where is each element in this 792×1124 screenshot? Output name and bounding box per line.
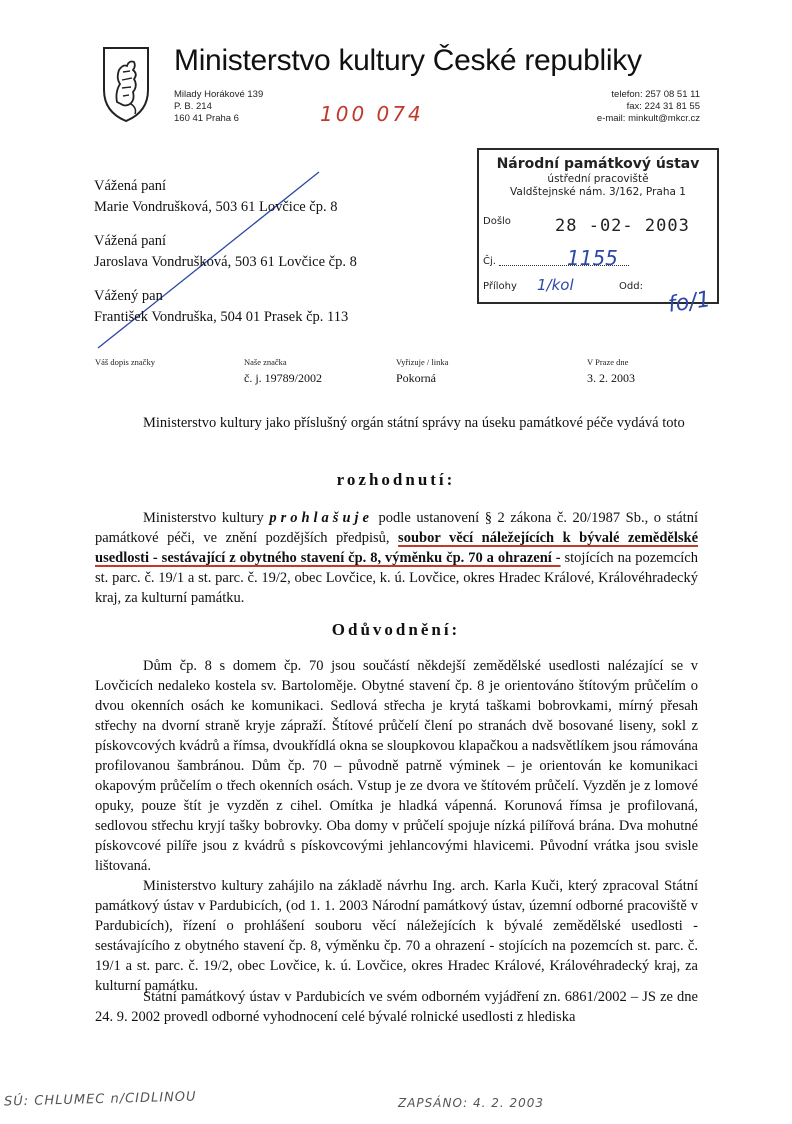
recipient-address: Jaroslava Vondrušková, 503 61 Lovčice čp. 8 bbox=[94, 254, 357, 270]
ministry-title: Ministerstvo kultury České republiky bbox=[174, 44, 642, 77]
recipient-address: Marie Vondrušková, 503 61 Lovčice čp. 8 bbox=[94, 199, 338, 215]
stamp-received-date: 28 -02- 2003 bbox=[555, 216, 690, 236]
stamp-attachments-value: 1/kol bbox=[537, 276, 574, 294]
decision-text: stojících na pozemcích st. parc. č. 19/1 a st. parc. č. 19/2, obec Lovčice, k. ú. Lovčice, okres Hradec Králové, Královéhradecký kraj, za kulturní památku. bbox=[95, 550, 698, 606]
decision-paragraph bbox=[95, 508, 698, 608]
state-emblem-logo bbox=[101, 44, 151, 124]
recipient-1 bbox=[94, 176, 338, 218]
recipient-2 bbox=[94, 231, 357, 273]
reference-handled-by bbox=[396, 357, 448, 386]
contact-fax: fax: 224 31 81 55 bbox=[626, 101, 700, 112]
reference-label: Váš dopis značky bbox=[95, 357, 155, 367]
stamp-number-label: Čj. bbox=[483, 256, 496, 267]
handwritten-registry-number: 100 074 bbox=[320, 102, 424, 126]
recipient-salutation: Vážený pan bbox=[94, 288, 163, 304]
address-line: Milady Horákové 139 bbox=[174, 89, 264, 100]
ministry-address bbox=[174, 89, 263, 125]
reference-value: 3. 2. 2003 bbox=[587, 371, 635, 385]
recipient-salutation: Vážená paní bbox=[94, 233, 167, 249]
reasoning-heading: Odůvodnění: bbox=[331, 620, 461, 639]
stamp-subtitle: ústřední pracoviště bbox=[547, 173, 649, 185]
recipient-3 bbox=[94, 286, 348, 328]
intro-paragraph: Ministerstvo kultury jako příslušný orgán státní správy na úseku památkové péče vydává toto bbox=[143, 415, 685, 431]
stamp-attachments-label: Přílohy bbox=[483, 281, 517, 292]
ministry-contact bbox=[597, 89, 700, 125]
reference-label: Vyřizuje / linka bbox=[396, 357, 449, 367]
reasoning-paragraph-2: Ministerstvo kultury zahájilo na základě návrhu Ing. arch. Karla Kuči, který zpracoval Státní památkový ústav v Pardubicích, (od 1. 1. 2003 Národní památkový ústav, územní odborné pracoviště v Pardubicích), řízení o prohlášení souboru věcí náležejících k bývalé zemědělské usedlosti - sestávajícího z obytného stavení čp. 8, výměnku čp. 70 a ohrazení - stojících na pozemcích st. parc. č. 19/1 a st. parc. č. 19/2, obec Lovčice, k. ú. Lovčice, okres Hradec Králové, Královéhradecký kraj, za kulturní památku. bbox=[95, 878, 698, 994]
reference-label: Naše značka bbox=[244, 357, 287, 367]
stamp-received-label: Došlo bbox=[483, 216, 511, 227]
receipt-stamp bbox=[477, 148, 719, 304]
address-line: P. B. 214 bbox=[174, 101, 212, 112]
decision-text: Ministerstvo kultury bbox=[143, 510, 270, 526]
contact-phone: telefon: 257 08 51 11 bbox=[611, 89, 700, 100]
decision-subject-underlined: soubor věcí náležejících k bývalé zemědělské usedlosti - sestávající z obytného stavení čp. 8, výměnku čp. 70 a ohrazení - bbox=[95, 530, 699, 566]
stamp-department-label: Odd: bbox=[619, 281, 643, 292]
stamp-address: Valdštejnské nám. 3/162, Praha 1 bbox=[510, 186, 686, 198]
reasoning-paragraph-3: Státní památkový ústav v Pardubicích ve svém odborném vyjádření zn. 6861/2002 – JS ze dne 24. 9. 2002 provedl odborné vyhodnocení celé bývalé rolnické usedlosti z hlediska bbox=[95, 989, 698, 1025]
handwritten-side-note: fo/1 bbox=[666, 287, 713, 318]
reference-value: č. j. 19789/2002 bbox=[244, 371, 322, 385]
recipient-salutation: Vážená paní bbox=[94, 178, 167, 194]
decision-text: podle ustanovení § 2 zákona č. 20/1987 Sb., o státní památkové péči, ve znění pozdějších předpisů, bbox=[95, 510, 698, 546]
decision-verb: prohlašuje bbox=[269, 510, 373, 526]
stamp-title: Národní památkový ústav bbox=[496, 156, 700, 172]
reasoning-paragraph-1: Dům čp. 8 s domem čp. 70 jsou součástí někdejší zemědělské usedlosti nalézající se v Lovčicích nedaleko kostela sv. Bartoloměje. Obytné stavení čp. 8 je orientováno štítovým průčelím o dvou okenních osách ke komunikaci. Sedlová střecha je krytá taškami bobrovkami, mírný přesah střechy na dvorní straně kryje zápraží. Štítové průčelí člení po stranách dvě bosované liseny, sokl z pískovcových kvádrů a římsa, dvoukřídlá okna se sloupkovou klapačkou a nadsvětlíkem jsou rámována profilovanou šambránou. Dům čp. 70 – původně patrně výminek – je orientován ke komunikaci okapovým průčelím o třech okenních osách. Vstup je ze dvora ve štítovém průčelí. Vyzděn je z lomové opuky, pouze štít je vyzděn z cihel. Omítka je hladká vápenná. Korunová římsa je profilovaná, sedlovou střechu kryjí tašky bobrovky. Oba domy v průčelí spojuje nízká pilířová brána. Dva mohutné pískovcové pilíře jsou z kvádrů s pískovcovými jehlancovými hlavicemi. Původní vrátka jsou svisle lištovaná. bbox=[95, 658, 698, 874]
reference-your-letter bbox=[95, 357, 155, 371]
stamp-number-value: 1155 bbox=[567, 246, 618, 270]
reference-value: Pokorná bbox=[396, 371, 436, 385]
reference-date bbox=[587, 357, 635, 386]
reference-our-mark bbox=[244, 357, 322, 386]
address-line: 160 41 Praha 6 bbox=[174, 113, 239, 124]
reference-label: V Praze dne bbox=[587, 357, 629, 367]
decision-heading: rozhodnutí: bbox=[336, 470, 456, 489]
contact-email: e-mail: minkult@mkcr.cz bbox=[596, 113, 700, 124]
handwritten-recorded-note: ZAPSÁNO: 4. 2. 2003 bbox=[398, 1096, 545, 1110]
handwritten-footer-note: SÚ: CHLUMEC n/CIDLINOU bbox=[3, 1089, 197, 1110]
recipient-address: František Vondruška, 504 01 Prasek čp. 113 bbox=[94, 309, 349, 325]
